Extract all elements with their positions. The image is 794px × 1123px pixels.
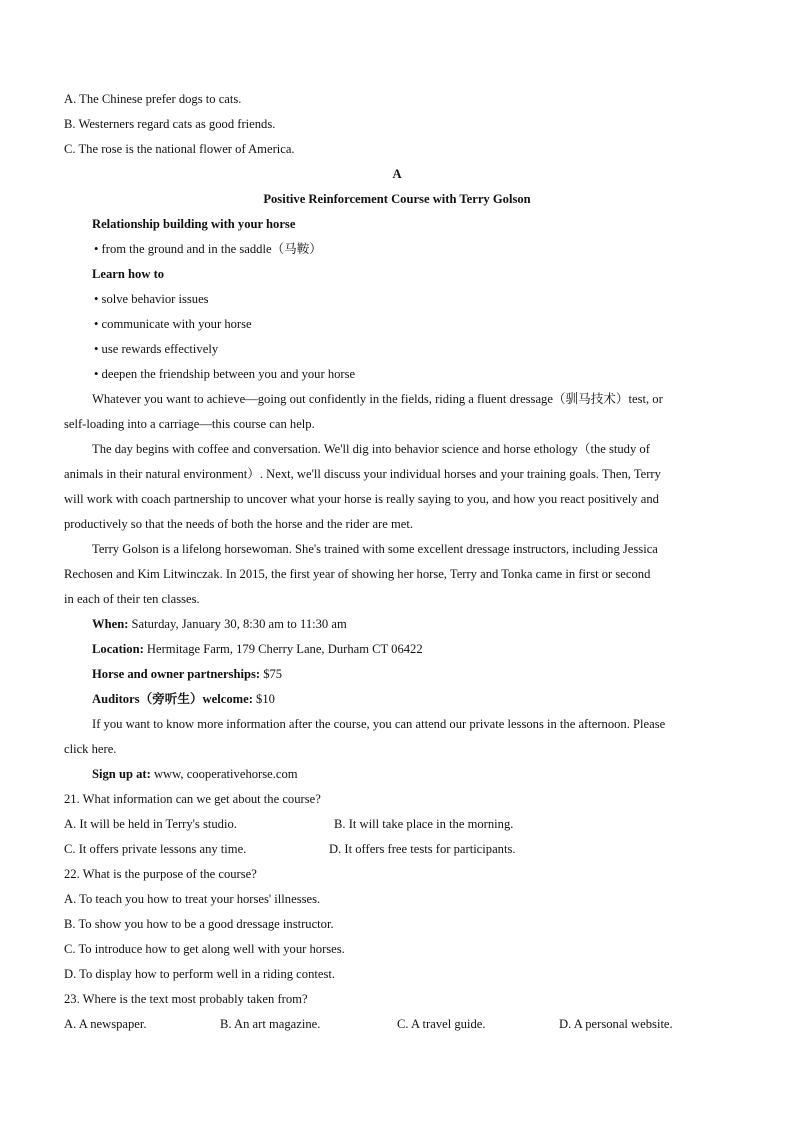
para2-line: productively so that the needs of both the horse and the rider are met.: [64, 517, 414, 531]
q22-option-b: B. To show you how to be a good dressage instructor.: [64, 917, 334, 931]
relationship-heading: Relationship building with your horse: [92, 217, 296, 231]
click-here-link[interactable]: click here.: [64, 742, 117, 756]
signup-url: www, cooperativehorse.com: [150, 767, 298, 781]
q23-option-d: D. A personal website.: [559, 1017, 673, 1031]
auditors-label: Auditors（旁听生）welcome:: [92, 692, 253, 706]
para3-line: in each of their ten classes.: [64, 592, 200, 606]
passage-letter: A: [392, 167, 402, 181]
signup-label: Sign up at:: [92, 767, 151, 781]
relationship-item: • from the ground and in the saddle（马鞍）: [94, 242, 322, 256]
when-row: [92, 616, 347, 632]
learn-heading: Learn how to: [92, 267, 165, 281]
para2-line: The day begins with coffee and conversation. We'll dig into behavior science and horse ethology（the study of: [92, 442, 650, 456]
q23-option-a: A. A newspaper.: [64, 1017, 147, 1031]
location-label: Location:: [92, 642, 144, 656]
location-value: Hermitage Farm, 179 Cherry Lane, Durham CT 06422: [143, 642, 423, 656]
prev-option-b: B. Westerners regard cats as good friends.: [64, 117, 276, 131]
q23-option-c: C. A travel guide.: [397, 1017, 486, 1031]
prev-option-a: A. The Chinese prefer dogs to cats.: [64, 92, 242, 106]
partners-label: Horse and owner partnerships:: [92, 667, 261, 681]
question-22-stem: 22. What is the purpose of the course?: [64, 867, 257, 881]
partners-value: $75: [260, 667, 283, 681]
learn-item: • communicate with your horse: [94, 317, 252, 331]
auditors-value: $10: [252, 692, 275, 706]
signup-row: [92, 766, 298, 782]
when-label: When:: [92, 617, 129, 631]
q21-option-d: D. It offers free tests for participants.: [329, 842, 516, 856]
question-21-stem: 21. What information can we get about the course?: [64, 792, 321, 806]
auditors-row: [92, 691, 275, 707]
q23-option-b: B. An art magazine.: [220, 1017, 321, 1031]
q22-option-d: D. To display how to perform well in a riding contest.: [64, 967, 336, 981]
para3-line: Rechosen and Kim Litwinczak. In 2015, the first year of showing her horse, Terry and Tonka came in first or second: [64, 567, 651, 581]
q22-option-a: A. To teach you how to treat your horses' illnesses.: [64, 892, 321, 906]
para3-line: Terry Golson is a lifelong horsewoman. She's trained with some excellent dressage instructors, including Jessica: [92, 542, 658, 556]
para1-line: Whatever you want to achieve—going out confidently in the fields, riding a fluent dressage（驯马技术）test, or: [92, 392, 663, 406]
q21-option-b: B. It will take place in the morning.: [334, 817, 514, 831]
q21-option-a: A. It will be held in Terry's studio.: [64, 817, 237, 831]
prev-option-c: C. The rose is the national flower of America.: [64, 142, 295, 156]
passage-title: Positive Reinforcement Course with Terry Golson: [263, 192, 531, 206]
learn-item: • use rewards effectively: [94, 342, 219, 356]
para4-line: If you want to know more information after the course, you can attend our private lessons in the afternoon. Please: [92, 717, 666, 731]
para2-line: will work with coach partnership to uncover what your horse is really saying to you, and how you react positively and: [64, 492, 659, 506]
partners-row: [92, 666, 282, 682]
para1-line: self-loading into a carriage—this course can help.: [64, 417, 315, 431]
learn-item: • deepen the friendship between you and your horse: [94, 367, 356, 381]
learn-item: • solve behavior issues: [94, 292, 209, 306]
q21-option-c: C. It offers private lessons any time.: [64, 842, 247, 856]
para2-line: animals in their natural environment）. Next, we'll discuss your individual horses and your training goals. Then, Terry: [64, 467, 661, 481]
when-value: Saturday, January 30, 8:30 am to 11:30 am: [128, 617, 347, 631]
location-row: [92, 641, 423, 657]
q22-option-c: C. To introduce how to get along well with your horses.: [64, 942, 345, 956]
question-23-stem: 23. Where is the text most probably taken from?: [64, 992, 308, 1006]
para4-line[interactable]: [64, 741, 116, 757]
